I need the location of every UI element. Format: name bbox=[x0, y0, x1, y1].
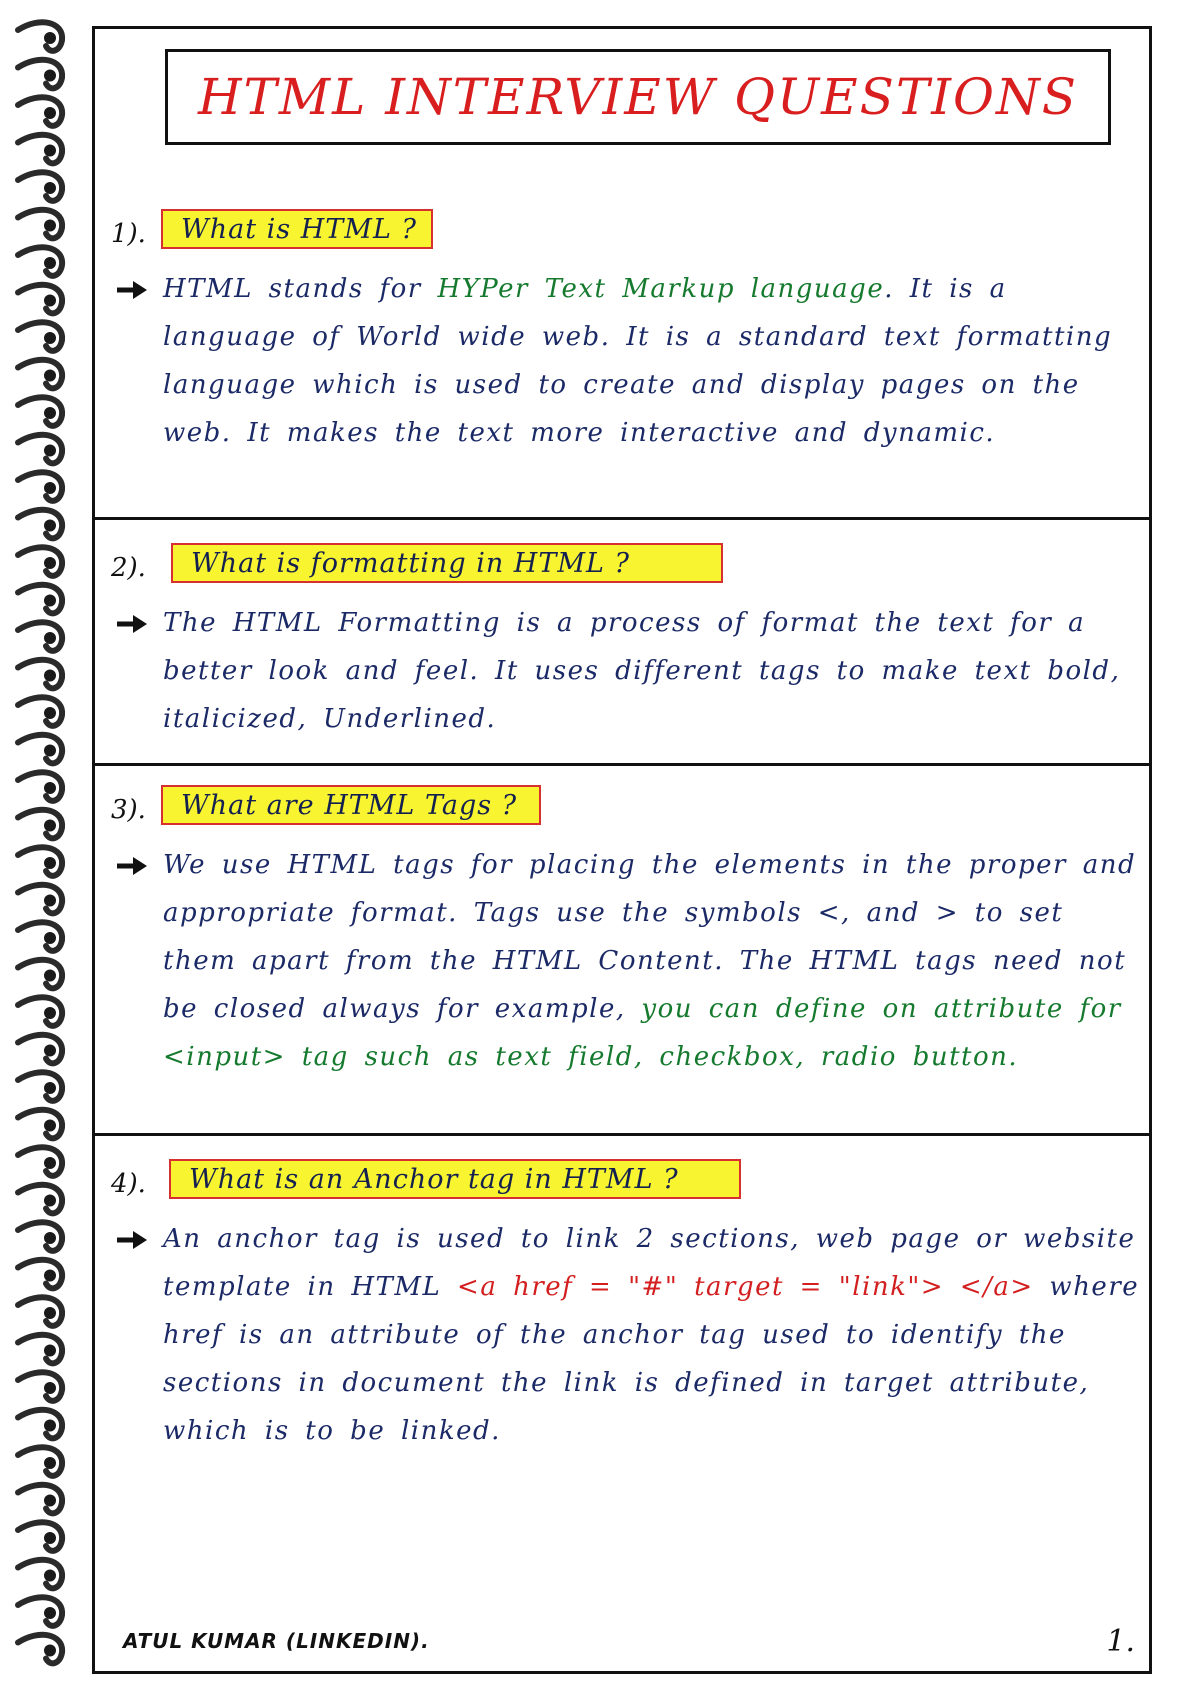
question-section-4 bbox=[111, 1159, 1141, 1455]
spiral-ring bbox=[18, 1110, 62, 1139]
section-divider bbox=[95, 517, 1149, 520]
page-title: HTML INTERVIEW QUESTIONS bbox=[197, 68, 1079, 126]
spiral-ring bbox=[18, 1597, 62, 1626]
spiral-ring bbox=[18, 997, 62, 1026]
page-frame bbox=[92, 26, 1152, 1674]
section-divider bbox=[95, 763, 1149, 766]
question-number: 1). bbox=[111, 219, 146, 249]
spiral-ring bbox=[18, 397, 62, 426]
spiral-ring bbox=[18, 735, 62, 764]
title-box bbox=[165, 49, 1111, 145]
spiral-ring bbox=[18, 1072, 62, 1101]
spiral-ring bbox=[18, 510, 62, 539]
spiral-ring bbox=[18, 1035, 62, 1064]
question-number: 4). bbox=[111, 1169, 146, 1199]
spiral-ring bbox=[18, 472, 62, 501]
question-section-2 bbox=[111, 543, 1141, 743]
author-footer: ATUL KUMAR (LINKEDIN). bbox=[123, 1629, 430, 1653]
question-text: What are HTML Tags ? bbox=[181, 789, 518, 821]
answer-text bbox=[163, 841, 1141, 1081]
arrow-icon bbox=[115, 853, 149, 879]
page-number: 1. bbox=[1106, 1624, 1135, 1659]
question-highlight bbox=[161, 209, 433, 249]
question-text: What is HTML ? bbox=[181, 213, 417, 245]
spiral-ring bbox=[18, 210, 62, 239]
answer-segment: We use HTML tags for placing the elements in the proper and appropriate format. Tags use the symbols <, and > to set them apart from the HTML Content. The HTML tags need not be closed always for example, bbox=[163, 850, 1137, 1024]
spiral-ring bbox=[18, 1335, 62, 1364]
spiral-ring bbox=[18, 585, 62, 614]
spiral-ring bbox=[18, 1485, 62, 1514]
spiral-ring bbox=[18, 1372, 62, 1401]
spiral-ring bbox=[18, 772, 62, 801]
spiral-ring bbox=[18, 885, 62, 914]
spiral-ring bbox=[18, 22, 62, 51]
answer-segment: An anchor tag is used to link 2 sections, web page or website template in HTML bbox=[163, 1224, 1136, 1302]
spiral-ring bbox=[18, 1447, 62, 1476]
spiral-ring bbox=[18, 1222, 62, 1251]
answer-segment: <a href = "#" target = "link"> </a> bbox=[457, 1272, 1034, 1302]
spiral-ring bbox=[18, 847, 62, 876]
spiral-ring bbox=[18, 1410, 62, 1439]
section-divider bbox=[95, 1133, 1149, 1136]
spiral-ring bbox=[18, 1297, 62, 1326]
spiral-ring bbox=[18, 60, 62, 89]
spiral-ring bbox=[18, 697, 62, 726]
arrow-icon bbox=[115, 1227, 149, 1253]
question-number: 2). bbox=[111, 553, 146, 583]
arrow-icon bbox=[115, 277, 149, 303]
arrow-icon bbox=[115, 611, 149, 637]
spiral-ring bbox=[18, 547, 62, 576]
spiral-ring bbox=[18, 247, 62, 276]
spiral-binding bbox=[0, 0, 95, 1698]
question-number: 3). bbox=[111, 795, 146, 825]
spiral-ring bbox=[18, 1185, 62, 1214]
spiral-ring bbox=[18, 1522, 62, 1551]
question-highlight bbox=[171, 543, 723, 583]
answer-text bbox=[163, 599, 1141, 743]
spiral-ring bbox=[18, 660, 62, 689]
question-highlight bbox=[161, 785, 541, 825]
answer-segment: you can define on attribute for <input> tag such as text field, checkbox, radio button. bbox=[163, 994, 1122, 1072]
spiral-ring bbox=[18, 1260, 62, 1289]
spiral-ring bbox=[18, 285, 62, 314]
spiral-ring bbox=[18, 810, 62, 839]
spiral-ring bbox=[18, 435, 62, 464]
answer-segment: HTML stands for bbox=[163, 274, 438, 304]
spiral-ring bbox=[18, 622, 62, 651]
question-text: What is formatting in HTML ? bbox=[191, 547, 630, 579]
spiral-ring bbox=[18, 960, 62, 989]
spiral-ring bbox=[18, 1147, 62, 1176]
question-section-3 bbox=[111, 785, 1141, 1081]
answer-segment: where href is an attribute of the anchor tag used to identify the sections in document the link is defined in target attribute, which is to be linked. bbox=[163, 1272, 1140, 1446]
answer-segment: HYPer Text Markup language bbox=[437, 274, 885, 304]
answer-segment: . It is a language of World wide web. It is a standard text formatting language which is used to create and display pages on the web. It makes the text more interactive and dynamic. bbox=[163, 274, 1113, 448]
question-highlight bbox=[169, 1159, 741, 1199]
spiral-ring bbox=[18, 322, 62, 351]
spiral-ring bbox=[18, 1560, 62, 1589]
spiral-ring bbox=[18, 1635, 62, 1664]
answer-segment: The HTML Formatting is a process of format the text for a better look and feel. It uses different tags to make text bold, italicized, Underlined. bbox=[163, 608, 1121, 734]
spiral-ring bbox=[18, 97, 62, 126]
spiral-ring bbox=[18, 360, 62, 389]
spiral-ring bbox=[18, 135, 62, 164]
spiral-ring bbox=[18, 922, 62, 951]
question-text: What is an Anchor tag in HTML ? bbox=[189, 1163, 679, 1195]
question-section-1 bbox=[111, 209, 1141, 457]
spiral-ring bbox=[18, 172, 62, 201]
answer-text bbox=[163, 265, 1141, 457]
answer-text bbox=[163, 1215, 1141, 1455]
